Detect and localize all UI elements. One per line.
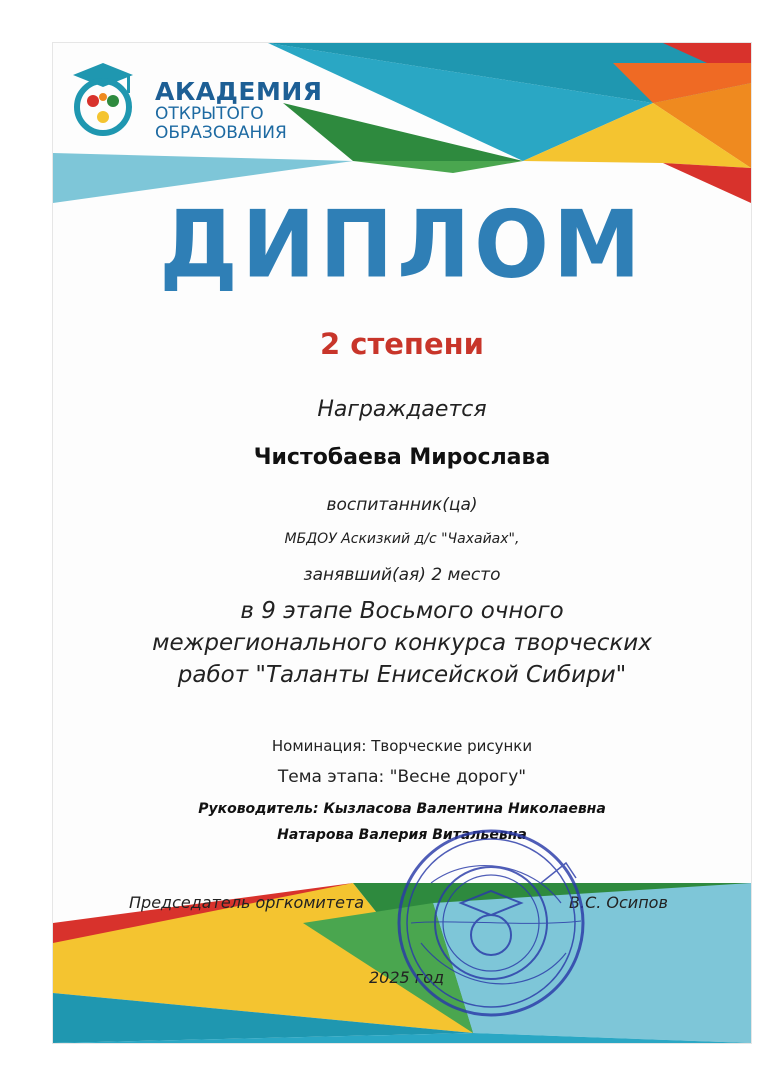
awarded-label: Награждается	[317, 397, 487, 422]
diploma-title: ДИПЛОМ	[159, 190, 645, 299]
chair-label: Председатель оргкомитета	[129, 893, 365, 912]
official-seal-stamp	[391, 823, 591, 1023]
logo-line-2: ОТКРЫТОГО	[155, 104, 264, 124]
leader-line-2: Натарова Валерия Витальевна	[277, 827, 527, 843]
recipient-role: воспитанник(ца)	[326, 495, 478, 515]
recipient-name: Чистобаева Мирослава	[253, 445, 551, 470]
chair-name: В.С. Осипов	[569, 893, 668, 912]
academy-logo-text	[155, 79, 323, 142]
academy-logo	[63, 55, 323, 145]
logo-line-1: АКАДЕМИЯ	[155, 77, 323, 106]
contest-description	[53, 595, 751, 691]
diploma-sheet	[52, 42, 752, 1044]
theme-text: Тема этапа: "Весне дорогу"	[277, 767, 527, 787]
nomination-text: Номинация: Творческие рисунки	[271, 737, 533, 755]
recipient-organization: МБДОУ Аскизкий д/с "Чахайах",	[284, 531, 520, 547]
contest-line-3: работ "Таланты Енисейской Сибири"	[177, 662, 627, 688]
diploma-year: 2025 год	[369, 968, 445, 987]
logo-line-3: ОБРАЗОВАНИЯ	[155, 123, 287, 143]
diploma-degree: 2 степени	[319, 327, 484, 361]
contest-line-1: в 9 этапе Восьмого очного	[240, 598, 564, 624]
graduation-cap-logo-icon	[63, 55, 143, 145]
contest-line-2: межрегионального конкурса творческих	[152, 630, 652, 656]
leader-line-1: Руководитель: Кызласова Валентина Николаевна	[198, 801, 606, 817]
place-text: занявший(ая) 2 место	[303, 565, 501, 585]
